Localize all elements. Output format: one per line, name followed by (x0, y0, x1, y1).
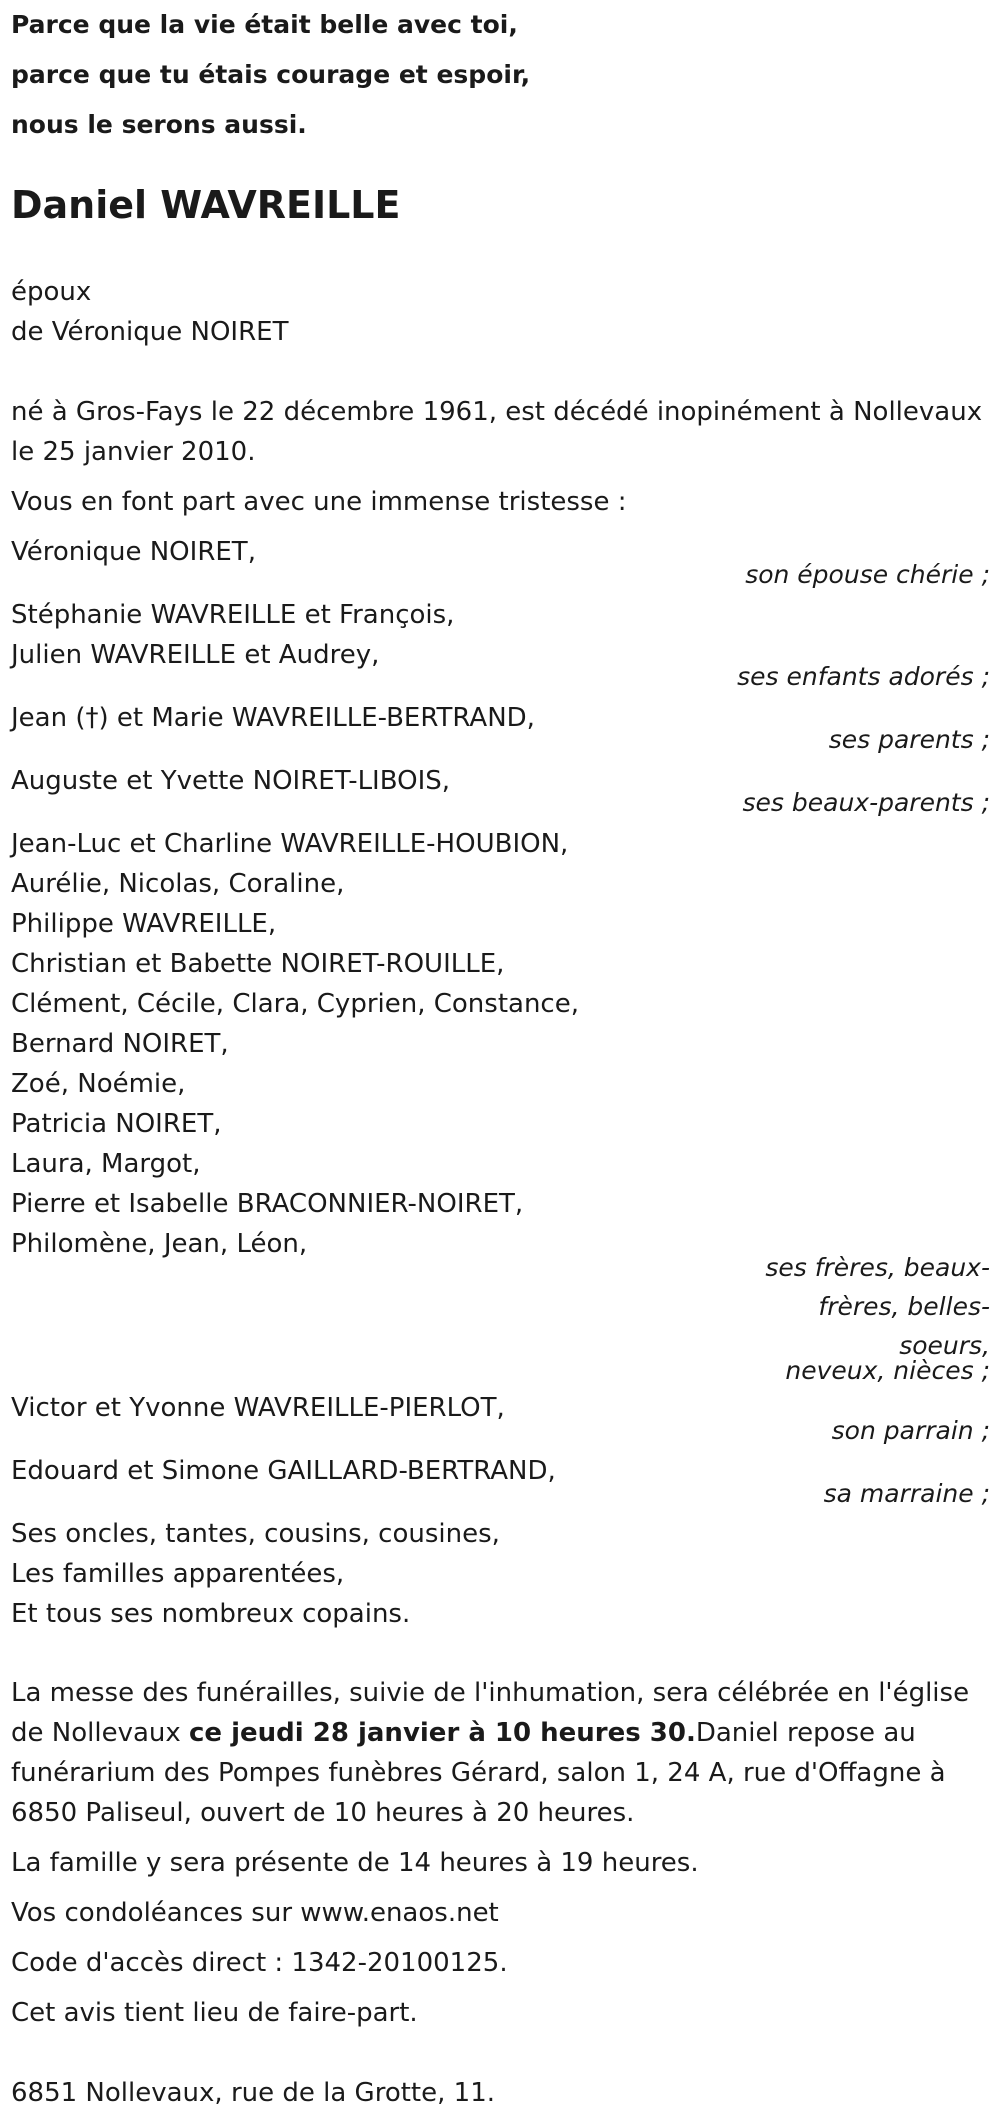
family-sibling-4: Christian et Babette NOIRET-ROUILLE, (11, 949, 505, 979)
funeral-line-2 (11, 1713, 990, 1753)
family-others-2: Les familles apparentées, (11, 1559, 345, 1589)
address: 6851 Nollevaux, rue de la Grotte, 11. (11, 2078, 495, 2108)
family-sibling-5: Clément, Cécile, Clara, Cyprien, Constance, (11, 989, 579, 1019)
quote-line-3: nous le serons aussi. (11, 110, 307, 139)
funeral-line-3: funérarium des Pompes funèbres Gérard, salon 1, 24 A, rue d'Offagne à (11, 1758, 946, 1788)
family-spouse-role: son épouse chérie ; (745, 560, 990, 589)
birth-death-line-1: né à Gros-Fays le 22 décembre 1961, est décédé inopinément à Nollevaux (11, 397, 983, 427)
family-siblings-role-3: soeurs, (899, 1331, 990, 1360)
spouse-line-1: époux (11, 277, 92, 307)
family-sibling-11: Philomène, Jean, Léon, (11, 1229, 308, 1259)
family-sibling-1: Jean-Luc et Charline WAVREILLE-HOUBION, (11, 829, 569, 859)
quote-line-2: parce que tu étais courage et espoir, (11, 60, 531, 89)
spouse-line-2: de Véronique NOIRET (11, 317, 289, 347)
deceased-name: Daniel WAVREILLE (11, 183, 401, 227)
funeral-line-2-pre: de Nollevaux (11, 1718, 190, 1748)
funeral-line-2-post: Daniel repose au (695, 1718, 916, 1748)
family-sibling-7: Zoé, Noémie, (11, 1069, 186, 1099)
family-parents: Jean (†) et Marie WAVREILLE-BERTRAND, (11, 703, 535, 733)
notice-text: Cet avis tient lieu de faire-part. (11, 1998, 418, 2028)
family-parents-role: ses parents ; (828, 725, 990, 754)
family-siblings-role-4: neveux, nièces ; (785, 1356, 990, 1385)
access-code: Code d'accès direct : 1342-20100125. (11, 1948, 508, 1978)
family-spouse-name: Véronique NOIRET, (11, 537, 256, 567)
family-in-laws: Auguste et Yvette NOIRET-LIBOIS, (11, 766, 451, 796)
family-godmother: Edouard et Simone GAILLARD-BERTRAND, (11, 1456, 556, 1486)
family-others-3: Et tous ses nombreux copains. (11, 1599, 411, 1629)
family-in-laws-role: ses beaux-parents ; (742, 788, 990, 817)
family-presence: La famille y sera présente de 14 heures à 19 heures. (11, 1848, 699, 1878)
family-children-role: ses enfants adorés ; (737, 662, 990, 691)
family-child-2: Julien WAVREILLE et Audrey, (11, 640, 380, 670)
funeral-date-time: ce jeudi 28 janvier à 10 heures 30. (189, 1718, 696, 1748)
family-others-1: Ses oncles, tantes, cousins, cousines, (11, 1519, 500, 1549)
family-sibling-2: Aurélie, Nicolas, Coraline, (11, 869, 345, 899)
family-sibling-10: Pierre et Isabelle BRACONNIER-NOIRET, (11, 1189, 524, 1219)
funeral-line-1: La messe des funérailles, suivie de l'inhumation, sera célébrée en l'église (11, 1678, 970, 1708)
family-child-1: Stéphanie WAVREILLE et François, (11, 600, 455, 630)
announcement-intro: Vous en font part avec une immense tristesse : (11, 487, 627, 517)
family-godfather-role: son parrain ; (831, 1416, 990, 1445)
birth-death-line-2: le 25 janvier 2010. (11, 437, 256, 467)
funeral-line-4: 6850 Paliseul, ouvert de 10 heures à 20 heures. (11, 1798, 635, 1828)
family-siblings-role-1: ses frères, beaux- (765, 1253, 990, 1282)
quote-line-1: Parce que la vie était belle avec toi, (11, 10, 518, 39)
family-sibling-3: Philippe WAVREILLE, (11, 909, 277, 939)
family-godfather: Victor et Yvonne WAVREILLE-PIERLOT, (11, 1393, 505, 1423)
family-sibling-8: Patricia NOIRET, (11, 1109, 222, 1139)
family-godmother-role: sa marraine ; (823, 1479, 990, 1508)
family-sibling-9: Laura, Margot, (11, 1149, 201, 1179)
family-sibling-6: Bernard NOIRET, (11, 1029, 229, 1059)
condolences-link: Vos condoléances sur www.enaos.net (11, 1898, 499, 1928)
family-siblings-role-2: frères, belles- (818, 1292, 990, 1321)
